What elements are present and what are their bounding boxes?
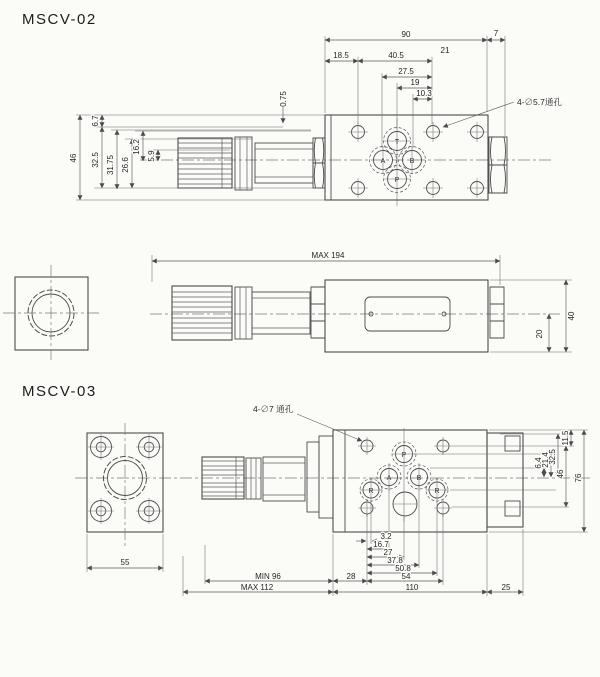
port-label-p: P [401,452,407,459]
end-block-detail [505,501,520,516]
dim-text-31-75: 31.75 [106,154,115,176]
mscv02-knob [178,138,232,188]
dim-text-11-5: 11.5 [561,430,570,446]
dim-text-26-6: 26.6 [121,157,130,173]
mscv02-side-view [150,280,560,352]
dim-text-55: 55 [120,558,130,567]
mscv03-lock-nut [246,458,261,499]
mscv03-flange-view [87,423,163,572]
port-label-r: R [434,488,440,495]
dim-text-54: 54 [401,572,411,581]
side-body [325,280,488,352]
dim-text-20: 20 [535,329,544,339]
side-knob [172,286,232,340]
side-extension-lines [152,255,572,352]
dim-text-110: 110 [405,583,419,592]
mscv02-end-hex-plug [489,137,507,193]
dim-text-16-2: 16.2 [132,139,141,155]
port-label-t: T [394,139,400,146]
mscv02-side-dimensions [152,251,576,352]
mscv02-hole-note: 4-∅5.7通孔 [517,97,562,107]
side-lock-nut-lines [240,287,246,339]
side-right-hex-nut [490,287,504,338]
mscv02-title: MSCV-02 [22,11,97,28]
dim-text-max194: MAX 194 [311,251,345,260]
mscv03-right-dimensions [414,430,588,532]
mscv03-mounting-holes [358,437,452,517]
side-knob-knurling [172,292,232,333]
dim-text-min96: MIN 96 [255,572,281,581]
mscv02-body-outline [325,115,488,200]
mscv03-cylinder [263,457,305,501]
mscv02-plan-view [140,115,553,206]
dim-text-32-5: 32.5 [548,449,557,465]
mscv03-main-block [333,430,487,532]
dim-text-25: 25 [501,583,511,592]
dim-text-6-7: 6.7 [91,115,100,127]
dim-text-16-7: 16.7 [373,540,389,549]
dim-text-max112: MAX 112 [240,583,274,592]
dim-text-46: 46 [69,153,78,163]
dim-text-10-3: 10.3 [416,89,432,98]
dim-text-28: 28 [346,572,356,581]
side-lock-nut [235,287,252,339]
mscv02-body-hex-nut [313,138,325,188]
dim-text-6-4: 6.4 [534,457,543,469]
mscv02-end-view [3,265,100,360]
dim-text-90: 90 [401,30,411,39]
port-label-a: A [380,158,386,165]
mscv03-neck-step [307,442,319,512]
end-block-detail [505,436,520,451]
dim-text-18-5: 18.5 [333,51,349,60]
mscv02-lock-nut-lines [240,137,247,190]
port-label-a: A [386,475,392,482]
port-label-b: B [416,475,422,482]
dim-text-32-5: 32.5 [91,152,100,168]
mscv03-bottom-dimensions [183,486,523,596]
side-shaft-lines [252,298,310,328]
dim-text-46: 46 [556,469,565,479]
dim-text-40: 40 [567,311,576,321]
side-left-hex-nut [311,287,325,338]
mscv03-hole-note: 4-∅7 通孔 [253,404,294,414]
dim-text-21: 21 [440,46,450,55]
mscv03-title: MSCV-03 [22,383,97,400]
mscv03-hole-note-leader [297,414,362,441]
dim-text-40-5: 40.5 [388,51,404,60]
port-label-b: B [409,158,415,165]
port-label-p: P [394,177,400,184]
dim-text-5-9: 5.9 [147,150,156,162]
mscv02-section [3,11,576,360]
dim-text-37-8: 37.8 [387,556,403,565]
dim-text-3-2: 3.2 [380,532,392,541]
dim-text-0-75: 0.75 [279,91,288,107]
mscv02-lock-nut [235,137,252,190]
dim-text-76: 76 [574,473,583,483]
end-view-centerlines [3,265,100,360]
dim-text-50-8: 50.8 [395,564,411,573]
port-label-r: R [368,488,374,495]
dim-text-21-4: 21.4 [541,452,550,468]
mscv03-lock-nut-lines [251,458,256,499]
dim-text-27: 27 [383,548,393,557]
mscv03-neck-flange [319,436,333,518]
mscv02-shaft-lines [255,149,313,177]
mscv02-knob-knurling [178,138,232,188]
dim-text-7: 7 [493,29,499,38]
mscv03-cylinder-lines [263,463,305,495]
mscv03-section [22,383,590,596]
dim-text-19: 19 [410,78,420,87]
end-view-square [15,277,88,350]
dim-text-27-5: 27.5 [398,67,414,76]
